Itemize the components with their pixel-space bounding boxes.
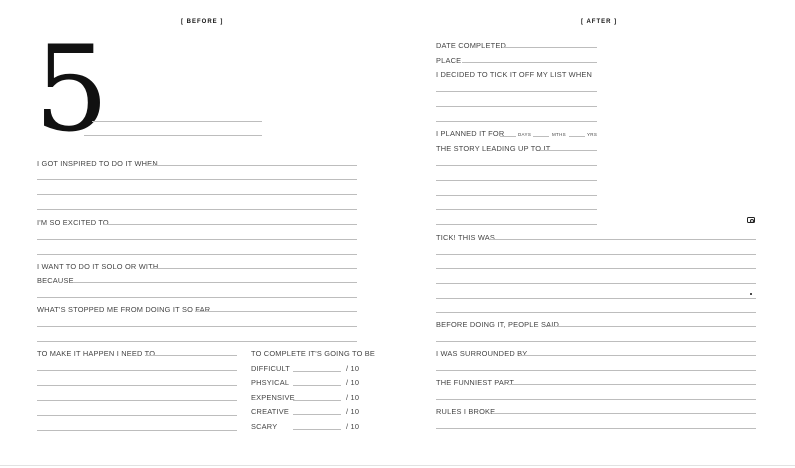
answer-line[interactable] [436, 224, 597, 225]
answer-line[interactable] [436, 180, 597, 181]
after-header: [ AFTER ] [581, 19, 618, 25]
decided-label: I DECIDED TO TICK IT OFF MY LIST WHEN [436, 70, 593, 79]
dot-mark [750, 293, 752, 295]
funniest-label: THE FUNNIEST PART [436, 378, 515, 387]
entry-number: 5 [34, 20, 110, 158]
answer-line[interactable] [37, 179, 357, 180]
answer-line[interactable] [37, 326, 357, 327]
answer-line[interactable] [37, 415, 237, 416]
rating-label: EXPENSIVE [251, 393, 295, 402]
months-unit: MTHS [552, 132, 566, 137]
inspired-label: I GOT INSPIRED TO DO IT WHEN [37, 159, 158, 168]
rating-label: DIFFICULT [251, 364, 291, 373]
answer-line[interactable] [73, 282, 357, 283]
answer-line[interactable] [37, 400, 237, 401]
answer-line[interactable] [436, 428, 756, 429]
answer-line[interactable] [37, 341, 357, 342]
excited-label: I'M SO EXCITED TO [37, 218, 109, 227]
answer-line[interactable] [436, 91, 597, 92]
answer-line[interactable] [547, 326, 756, 327]
answer-line[interactable] [37, 430, 237, 431]
days-line[interactable] [500, 136, 516, 137]
camera-icon [747, 217, 755, 223]
tick-label: TICK! THIS WAS [436, 233, 496, 242]
months-line[interactable] [533, 136, 549, 137]
answer-line[interactable] [436, 106, 597, 107]
years-unit: YRS [587, 132, 598, 137]
answer-line[interactable] [436, 399, 756, 400]
stopped-label: WHAT'S STOPPED ME FROM DOING IT SO FAR [37, 305, 211, 314]
people-said-label: BEFORE DOING IT, PEOPLE SAID [436, 320, 560, 329]
place-label: PLACE [436, 56, 462, 65]
because-label: BECAUSE [37, 276, 74, 285]
answer-line[interactable] [37, 239, 357, 240]
answer-line[interactable] [436, 165, 597, 166]
answer-line[interactable] [436, 298, 756, 299]
rules-label: RULES I BROKE [436, 407, 496, 416]
rating-line[interactable] [293, 400, 341, 401]
days-unit: DAYS [518, 132, 532, 137]
answer-line[interactable] [436, 283, 756, 284]
answer-line[interactable] [145, 355, 237, 356]
answer-line[interactable] [150, 268, 357, 269]
answer-line[interactable] [37, 194, 357, 195]
solo-label: I WANT TO DO IT SOLO OR WITH [37, 262, 159, 271]
ratings-title: TO COMPLETE IT'S GOING TO BE [251, 349, 376, 358]
rating-max: / 10 [346, 364, 360, 373]
answer-line[interactable] [147, 165, 357, 166]
answer-line[interactable] [490, 239, 756, 240]
date-completed-label: DATE COMPLETED [436, 41, 507, 50]
answer-line[interactable] [103, 224, 357, 225]
rating-line[interactable] [293, 429, 341, 430]
before-header: [ BEFORE ] [181, 19, 224, 25]
years-line[interactable] [569, 136, 585, 137]
story-label: THE STORY LEADING UP TO IT [436, 144, 551, 153]
page-bottom-edge [0, 465, 795, 466]
answer-line[interactable] [37, 254, 357, 255]
rating-line[interactable] [293, 385, 341, 386]
rating-label: SCARY [251, 422, 278, 431]
answer-line[interactable] [436, 268, 756, 269]
title-line[interactable] [92, 121, 262, 122]
answer-line[interactable] [37, 370, 237, 371]
answer-line[interactable] [436, 121, 597, 122]
answer-line[interactable] [508, 384, 756, 385]
surrounded-label: I WAS SURROUNDED BY [436, 349, 528, 358]
answer-line[interactable] [37, 297, 357, 298]
answer-line[interactable] [436, 254, 756, 255]
answer-line[interactable] [37, 385, 237, 386]
rating-line[interactable] [293, 371, 341, 372]
rating-label: CREATIVE [251, 407, 290, 416]
answer-line[interactable] [195, 311, 357, 312]
answer-line[interactable] [436, 341, 756, 342]
answer-line[interactable] [436, 370, 756, 371]
rating-line[interactable] [293, 414, 341, 415]
answer-line[interactable] [540, 150, 597, 151]
rating-max: / 10 [346, 393, 360, 402]
answer-line[interactable] [37, 209, 357, 210]
answer-line[interactable] [436, 195, 597, 196]
make-happen-label: TO MAKE IT HAPPEN I NEED TO [37, 349, 156, 358]
rating-max: / 10 [346, 407, 360, 416]
rating-max: / 10 [346, 378, 360, 387]
rating-max: / 10 [346, 422, 360, 431]
answer-line[interactable] [436, 312, 756, 313]
answer-line[interactable] [436, 209, 597, 210]
answer-line[interactable] [502, 47, 597, 48]
rating-label: PHSYICAL [251, 378, 290, 387]
answer-line[interactable] [520, 355, 756, 356]
title-line[interactable] [84, 135, 262, 136]
planned-label: I PLANNED IT FOR [436, 129, 505, 138]
answer-line[interactable] [492, 413, 756, 414]
answer-line[interactable] [462, 62, 597, 63]
